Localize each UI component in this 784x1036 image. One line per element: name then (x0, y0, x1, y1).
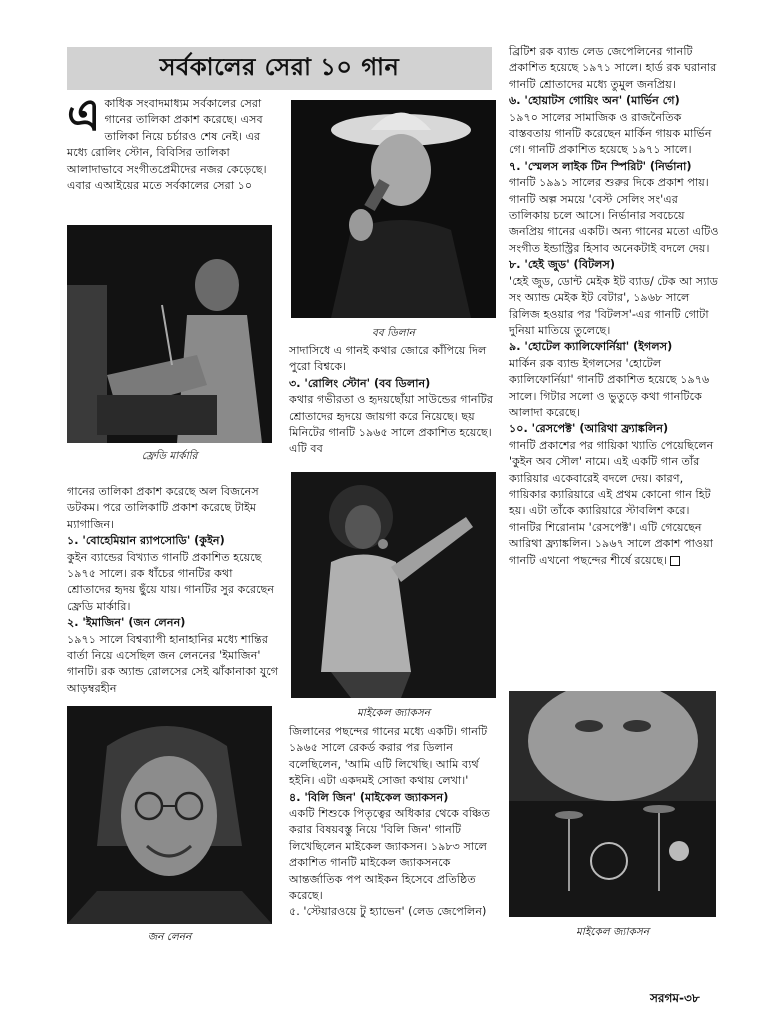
song10-paragraph (509, 438, 721, 569)
col3-text (509, 44, 721, 569)
col2-p1: সাদাসিধে এ গানই কথার জোরে কাঁপিয়ে দিল পুরো বিশ্বকে। (289, 344, 487, 374)
photo-bob-dylan (291, 100, 496, 318)
caption-john-lennon: জন লেনন (147, 931, 192, 943)
end-mark-icon (670, 556, 680, 566)
song7-heading: ৭. 'স্মেলস লাইক টিন স্পিরিট' (নির্ভানা) (509, 159, 692, 173)
intro-text: কাধিক সংবাদমাধ্যম সর্বকালের সেরা গানের তালিকা প্রকাশ করেছে। এসব তালিকা নিয়ে চর্চারও শেষ নেই। এর মধ্যে রোলিং স্টোন, বিবিসির তালিকা আলাদাভাবে সংগীতপ্রেমীদের নজর কেড়েছে। এবার এআইয়ের মতে সর্বকালের সেরা ১০ (67, 97, 267, 193)
song5-heading: ৫. 'স্টেয়ারওয়ে টু হ্যাভেন' (লেড জেপেলিন) (289, 905, 487, 919)
caption-bob-dylan: বব ডিলান (372, 327, 415, 339)
page-footer: সরগম-৩৮ (650, 991, 700, 1005)
col2-block2 (289, 724, 501, 921)
song6-heading: ৬. 'হোয়াটস গোয়িং অন' (মার্ভিন গে) (509, 94, 680, 108)
col3-p1: ব্রিটিশ রক ব্যান্ড লেড জেপেলিনের গানটি প্রকাশিত হয়েছে ১৯৭১ সালে। হার্ড রক ঘরানার গানটি শ্রোতাদের মধ্যে তুমুল জনপ্রিয়। (509, 45, 717, 91)
article-title: সর্বকালের সেরা ১০ গান (67, 47, 492, 90)
photo-john-lennon (67, 706, 272, 924)
drop-cap: এ (67, 90, 101, 141)
song7-body: গানটি ১৯৯১ সালের শুরুর দিকে প্রকাশ পায়। গানটি অল্প সময়ে 'বেস্ট সেলিং সং'এর তালিকায় চলে আসে। নির্ভানার সবচেয়ে জনপ্রিয় গানের একটি। অন্য গানের মতো এটিও সংগীত ইন্ডাস্ট্রির হিসাব অনেকটাই বদলে দেয়। (509, 176, 719, 255)
col1-intro (67, 90, 279, 194)
song10-body: গানটি প্রকাশের পর গায়িকা খ্যাতি পেয়েছিলেন 'কুইন অব সৌল' নামে। এই একটি গান তাঁর ক্যারিয়ার একেবারেই বদলে দেয়। কারণ, গায়িকার ক্যারিয়ারে এই প্রথম কোনো গান হিট হয়। এটা তাঁকে ক্যারিয়ারে স্টাবলিশ করে। গানটির শিরোনাম 'রেসপেক্ট'। এটি গেয়েছেন আরিথা ফ্র্যাঙ্কলিন। ১৯৬৭ সালে প্রকাশ পাওয়া গানটি এখনো পছন্দের শীর্ষে রয়েছে। (509, 438, 714, 567)
caption-michael-jackson-1: মাইকেল জ্যাকসন (356, 707, 431, 719)
song6-body: ১৯৭০ সালের সামাজিক ও রাজনৈতিক বাস্তবতায় গানটি করেছেন মার্কিন গায়ক মার্ভিন গে। গানটি প্রকাশিত হয়েছে ১৯৭১ সালে। (509, 110, 712, 157)
song9-heading: ৯. 'হোটেল ক্যালিফোর্নিয়া' (ইগলস) (509, 340, 673, 354)
song2-heading: ২. 'ইমাজিন' (জন লেনন) (67, 616, 186, 630)
song1-body: কুইন ব্যান্ডের বিখ্যাত গানটি প্রকাশিত হয়েছে ১৯৭৫ সালে। রক ধাঁচের গানটির কথা শ্রোতাদের হৃদয় ছুঁয়ে যায়। গানটির সুর করেছেন ফ্রেডি মার্কারি। (67, 550, 275, 613)
caption-freddie: ফ্রেডি মার্কারি (141, 450, 198, 462)
col2-block1 (289, 343, 499, 458)
song1-heading: ১. 'বোহেমিয়ান র‌্যাপসোডি' (কুইন) (67, 534, 225, 548)
song3-body: কথার গভীরতা ও হৃদয়ছোঁয়া সাউন্ডের গানটির শ্রোতাদের হৃদয়ে জায়গা করে নিয়েছে। ছয় মিনিটের গানটি ১৯৬৫ সালে প্রকাশিত হয়েছে। এটি বব (289, 393, 493, 456)
col1-cont (67, 484, 279, 697)
photo-michael-jackson-1 (291, 472, 496, 698)
song9-body: মার্কিন রক ব্যান্ড ইগলসের 'হোটেল ক্যালিফোর্নিয়া' গানটি প্রকাশিত হয়েছে ১৯৭৬ সালে। গিটার সলো ও ভুতুড়ে কথা গানটিকে আলাদা করেছে। (509, 356, 710, 419)
song8-heading: ৮. 'হেই জুড' (বিটলস) (509, 258, 615, 272)
song10-heading: ১০. 'রেসপেক্ট' (আরিথা ফ্র্যাঙ্কলিন) (509, 422, 669, 436)
col1-cont-text: গানের তালিকা প্রকাশ করেছে অল বিজনেস ডটকম। পরে তালিকাটি প্রকাশ করেছে টাইম ম্যাগাজিন। (67, 485, 259, 531)
song4-heading: ৪. 'বিলি জিন' (মাইকেল জ্যাকসন) (289, 790, 449, 804)
song8-body: 'হেই জুড, ডোন্ট মেইক ইট ব্যাড/ টেক আ স্যাড সং অ্যান্ড মেইক ইট বেটার', ১৯৬৮ সালে রিলিজ হওয়ার পর 'বিটলস'-এর গানটি গোটা দুনিয়া মাতিয়ে তুলেছে। (509, 274, 719, 337)
song4-body: একটি শিশুকে পিতৃত্বের অধিকার থেকে বঞ্চিত করার বিষয়বস্তু নিয়ে 'বিলি জিন' গানটি লিখেছিলেন মাইকেল জ্যাকসন। ১৯৮৩ সালে প্রকাশিত গানটি মাইকেল জ্যাকসনকে আন্তর্জাতিক পপ আইকন হিসেবে প্রতিষ্ঠিত করেছে। (289, 807, 491, 903)
photo-freddie-mercury (67, 225, 272, 443)
caption-michael-jackson-2: মাইকেল জ্যাকসন (575, 926, 650, 938)
song2-body: ১৯৭১ সালে বিশ্বব্যাপী হানাহানির মধ্যে শান্তির বার্তা নিয়ে এসেছিল জন লেননের 'ইমাজিন' গানটি। রক অ্যান্ড রোলসের সেই ঝাঁকানাকা যুগে আড়ম্বরহীন (67, 632, 279, 695)
song3-heading: ৩. 'রোলিং স্টোন' (বব ডিলান) (289, 376, 431, 390)
photo-michael-jackson-2 (509, 691, 716, 917)
col2-p2: জিলানের পছন্দের গানের মধ্যে একটি। গানটি ১৯৬৫ সালে রেকর্ড করার পর ডিলান বলেছিলেন, 'আমি এটি লিখেছি। আমি ব্যর্থ হইনি। এটা একদমই সোজা কথায় লেখা।' (289, 725, 488, 788)
